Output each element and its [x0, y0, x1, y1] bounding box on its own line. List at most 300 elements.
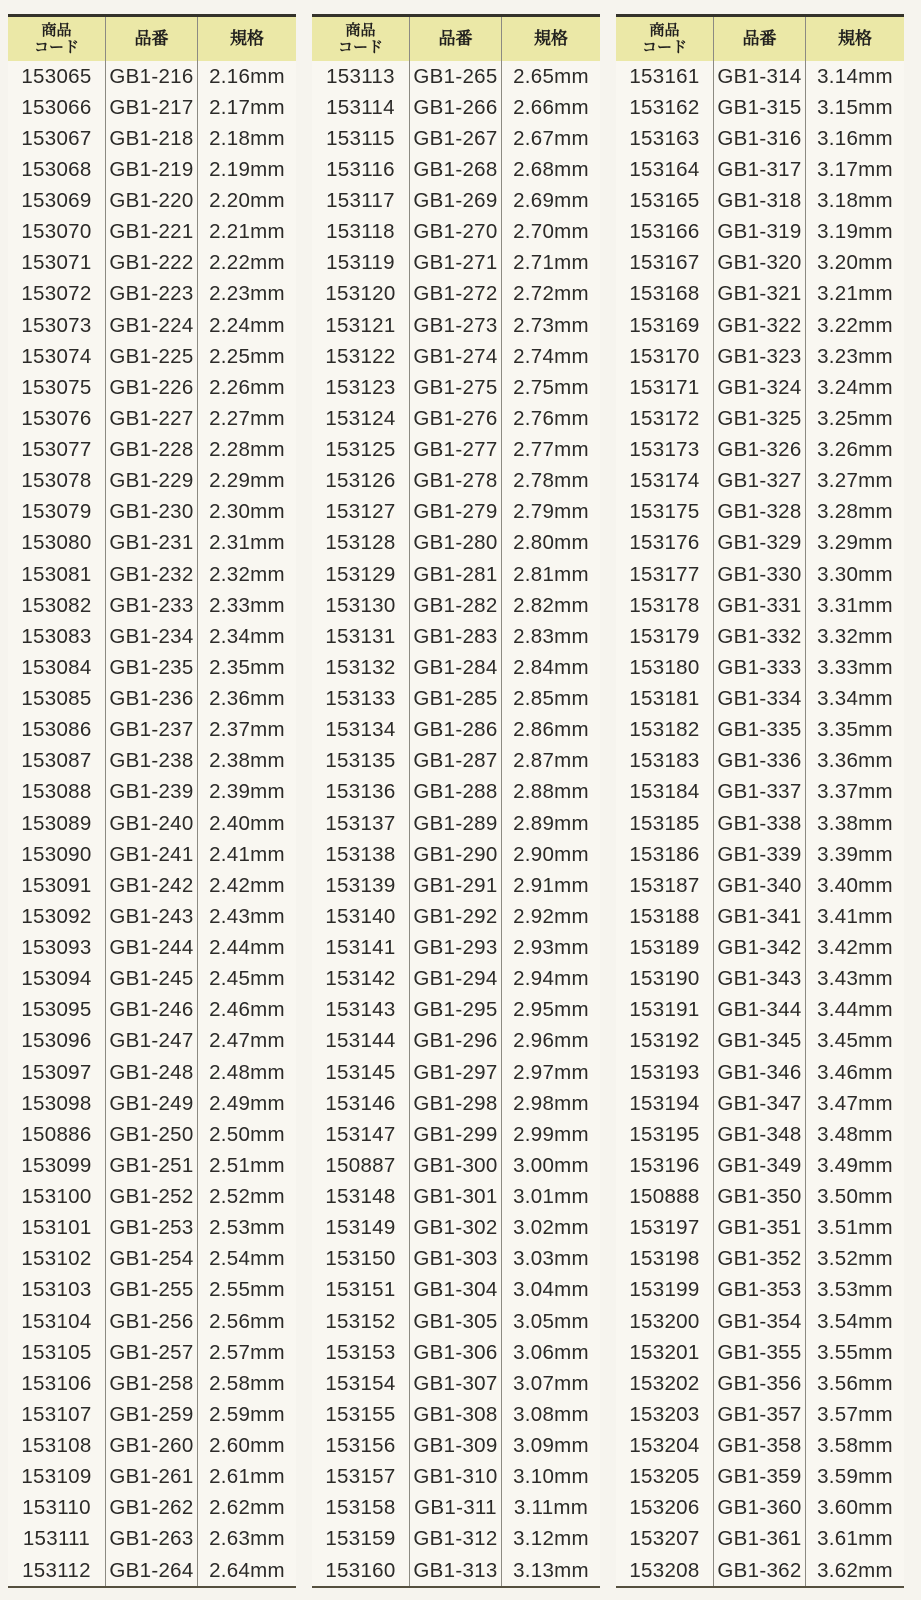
table-row — [312, 684, 600, 715]
part-number-cell: GB1-239 — [106, 777, 198, 808]
product-code-cell: 153180 — [616, 652, 714, 683]
part-number-cell: GB1-315 — [714, 92, 806, 123]
spec-cell: 2.92mm — [513, 904, 589, 928]
product-code-cell: 153075 — [8, 372, 106, 403]
product-code-cell: 153142 — [312, 964, 410, 995]
table-row — [8, 1399, 296, 1430]
part-number-cell: GB1-352 — [714, 1244, 806, 1275]
spec-cell: 2.77mm — [513, 438, 589, 462]
header-product-code-line2: コード — [641, 39, 687, 56]
table-row — [616, 403, 904, 434]
spec-cell: 2.27mm — [209, 406, 285, 430]
product-code-cell: 153120 — [312, 279, 410, 310]
table-row — [312, 1399, 600, 1430]
part-number-cell: GB1-297 — [410, 1057, 502, 1088]
table-row — [616, 839, 904, 870]
table-row — [616, 1399, 904, 1430]
product-code-cell: 153172 — [616, 403, 714, 434]
product-code-cell: 153197 — [616, 1213, 714, 1244]
part-number-cell: GB1-324 — [714, 372, 806, 403]
spec-cell: 2.95mm — [513, 998, 589, 1022]
spec-cell: 2.99mm — [513, 1122, 589, 1146]
table-row — [8, 186, 296, 217]
part-number-cell: GB1-309 — [410, 1431, 502, 1462]
spec-cell: 2.54mm — [209, 1247, 285, 1271]
product-code-cell: 153113 — [312, 61, 410, 92]
product-code-cell: 153179 — [616, 621, 714, 652]
table-row — [8, 1119, 296, 1150]
part-number-cell: GB1-246 — [106, 995, 198, 1026]
product-code-cell: 153144 — [312, 1026, 410, 1057]
spec-cell: 3.31mm — [817, 593, 893, 617]
product-code-cell: 153111 — [8, 1524, 106, 1555]
spec-cell: 2.62mm — [209, 1496, 285, 1520]
part-number-cell: GB1-312 — [410, 1524, 502, 1555]
product-code-cell: 153202 — [616, 1368, 714, 1399]
product-code-cell: 153184 — [616, 777, 714, 808]
table-row — [8, 870, 296, 901]
product-code-cell: 153182 — [616, 715, 714, 746]
product-code-cell: 153081 — [8, 559, 106, 590]
part-number-cell: GB1-320 — [714, 248, 806, 279]
part-number-cell: GB1-230 — [106, 497, 198, 528]
part-number-cell: GB1-285 — [410, 684, 502, 715]
part-number-cell: GB1-340 — [714, 870, 806, 901]
product-code-cell: 153083 — [8, 621, 106, 652]
part-number-cell: GB1-311 — [410, 1493, 502, 1524]
product-code-cell: 153171 — [616, 372, 714, 403]
spec-cell: 2.28mm — [209, 438, 285, 462]
spec-cell: 2.89mm — [513, 811, 589, 835]
product-code-cell: 153187 — [616, 870, 714, 901]
product-code-cell: 150887 — [312, 1150, 410, 1181]
part-number-cell: GB1-283 — [410, 621, 502, 652]
part-number-cell: GB1-263 — [106, 1524, 198, 1555]
spec-cell: 3.06mm — [513, 1340, 589, 1364]
part-number-cell: GB1-333 — [714, 652, 806, 683]
part-number-cell: GB1-349 — [714, 1150, 806, 1181]
product-code-cell: 153112 — [8, 1555, 106, 1586]
spec-cell: 2.76mm — [513, 406, 589, 430]
part-number-cell: GB1-325 — [714, 403, 806, 434]
part-number-cell: GB1-269 — [410, 186, 502, 217]
product-code-cell: 153207 — [616, 1524, 714, 1555]
spec-cell: 3.09mm — [513, 1434, 589, 1458]
part-number-cell: GB1-326 — [714, 435, 806, 466]
table-row — [616, 497, 904, 528]
part-number-cell: GB1-306 — [410, 1337, 502, 1368]
table-row — [312, 279, 600, 310]
spec-cell: 3.01mm — [513, 1185, 589, 1209]
part-number-cell: GB1-347 — [714, 1088, 806, 1119]
part-number-cell: GB1-346 — [714, 1057, 806, 1088]
product-code-cell: 153102 — [8, 1244, 106, 1275]
part-number-cell: GB1-268 — [410, 154, 502, 185]
table-row — [8, 1057, 296, 1088]
part-number-cell: GB1-265 — [410, 61, 502, 92]
product-code-cell: 153138 — [312, 839, 410, 870]
product-code-cell: 153089 — [8, 808, 106, 839]
table-row — [312, 870, 600, 901]
table-row — [8, 1306, 296, 1337]
part-number-cell: GB1-361 — [714, 1524, 806, 1555]
product-code-cell: 153166 — [616, 217, 714, 248]
spec-cell: 2.53mm — [209, 1216, 285, 1240]
table-row — [312, 808, 600, 839]
part-number-cell: GB1-304 — [410, 1275, 502, 1306]
header-product-code — [616, 17, 714, 61]
table-row — [312, 839, 600, 870]
part-number-cell: GB1-232 — [106, 559, 198, 590]
product-code-cell: 153104 — [8, 1306, 106, 1337]
product-code-cell: 153153 — [312, 1337, 410, 1368]
spec-cell: 3.02mm — [513, 1216, 589, 1240]
spec-cell: 2.31mm — [209, 531, 285, 555]
table-row — [8, 1026, 296, 1057]
table-row — [312, 310, 600, 341]
part-number-cell: GB1-298 — [410, 1088, 502, 1119]
product-code-cell: 153131 — [312, 621, 410, 652]
product-code-cell: 153071 — [8, 248, 106, 279]
table-row — [8, 839, 296, 870]
table-row — [312, 1026, 600, 1057]
spec-cell: 3.43mm — [817, 967, 893, 991]
product-code-cell: 153149 — [312, 1213, 410, 1244]
table-row — [8, 310, 296, 341]
spec-cell: 3.60mm — [817, 1496, 893, 1520]
part-number-cell: GB1-279 — [410, 497, 502, 528]
spec-cell: 2.88mm — [513, 780, 589, 804]
table-row — [8, 92, 296, 123]
product-code-cell: 153084 — [8, 652, 106, 683]
spec-cell: 3.48mm — [817, 1122, 893, 1146]
part-number-cell: GB1-307 — [410, 1368, 502, 1399]
part-number-cell: GB1-243 — [106, 901, 198, 932]
product-code-cell: 153103 — [8, 1275, 106, 1306]
table-row — [8, 1150, 296, 1181]
table-row — [312, 61, 600, 92]
product-code-cell: 153126 — [312, 466, 410, 497]
table-row — [616, 1213, 904, 1244]
spec-cell: 3.29mm — [817, 531, 893, 555]
spec-cell: 3.32mm — [817, 624, 893, 648]
table-row — [616, 1431, 904, 1462]
spec-cell: 2.23mm — [209, 282, 285, 306]
spec-cell: 3.03mm — [513, 1247, 589, 1271]
product-code-cell: 153072 — [8, 279, 106, 310]
spec-cell: 3.15mm — [817, 95, 893, 119]
spec-cell: 2.90mm — [513, 842, 589, 866]
spec-cell: 3.56mm — [817, 1371, 893, 1395]
part-number-cell: GB1-310 — [410, 1462, 502, 1493]
part-number-cell: GB1-322 — [714, 310, 806, 341]
table-row — [616, 435, 904, 466]
table-row — [616, 1119, 904, 1150]
spec-cell: 3.36mm — [817, 749, 893, 773]
part-number-cell: GB1-259 — [106, 1399, 198, 1430]
spec-cell: 3.38mm — [817, 811, 893, 835]
header-part-number: 品番 — [410, 17, 502, 61]
table-row — [8, 1555, 296, 1586]
spec-cell: 3.49mm — [817, 1153, 893, 1177]
product-code-cell: 153080 — [8, 528, 106, 559]
product-code-cell: 153095 — [8, 995, 106, 1026]
spec-cell: 2.59mm — [209, 1402, 285, 1426]
product-code-cell: 153117 — [312, 186, 410, 217]
spec-cell: 2.17mm — [209, 95, 285, 119]
part-number-cell: GB1-245 — [106, 964, 198, 995]
part-number-cell: GB1-360 — [714, 1493, 806, 1524]
spec-cell: 3.24mm — [817, 375, 893, 399]
table-row — [8, 1275, 296, 1306]
table-row — [312, 1150, 600, 1181]
table-row — [616, 217, 904, 248]
product-code-cell: 153094 — [8, 964, 106, 995]
product-code-cell: 153110 — [8, 1493, 106, 1524]
spec-cell: 3.47mm — [817, 1091, 893, 1115]
part-number-cell: GB1-286 — [410, 715, 502, 746]
table-row — [8, 933, 296, 964]
table-row — [8, 154, 296, 185]
product-code-cell: 153194 — [616, 1088, 714, 1119]
table-row — [616, 715, 904, 746]
part-number-cell: GB1-225 — [106, 341, 198, 372]
spec-cell: 3.54mm — [817, 1309, 893, 1333]
spec-cell: 2.83mm — [513, 624, 589, 648]
part-number-cell: GB1-350 — [714, 1182, 806, 1213]
spec-table-3 — [616, 14, 904, 1588]
spec-cell: 3.62mm — [817, 1558, 893, 1582]
table-row — [312, 1213, 600, 1244]
spec-cell: 2.33mm — [209, 593, 285, 617]
spec-cell: 3.45mm — [817, 1029, 893, 1053]
spec-cell: 3.21mm — [817, 282, 893, 306]
part-number-cell: GB1-321 — [714, 279, 806, 310]
table-row — [8, 497, 296, 528]
spec-cell: 2.73mm — [513, 313, 589, 337]
product-code-cell: 153143 — [312, 995, 410, 1026]
spec-cell: 2.66mm — [513, 95, 589, 119]
product-code-cell: 150888 — [616, 1182, 714, 1213]
spec-cell: 2.18mm — [209, 126, 285, 150]
part-number-cell: GB1-255 — [106, 1275, 198, 1306]
spec-cell: 3.58mm — [817, 1434, 893, 1458]
product-code-cell: 153070 — [8, 217, 106, 248]
table-row — [616, 123, 904, 154]
spec-cell: 3.27mm — [817, 469, 893, 493]
table-row — [312, 341, 600, 372]
header-spec: 規格 — [230, 29, 265, 48]
table-row — [312, 1462, 600, 1493]
product-code-cell: 153092 — [8, 901, 106, 932]
part-number-cell: GB1-357 — [714, 1399, 806, 1430]
part-number-cell: GB1-338 — [714, 808, 806, 839]
part-number-cell: GB1-327 — [714, 466, 806, 497]
part-number-cell: GB1-272 — [410, 279, 502, 310]
part-number-cell: GB1-226 — [106, 372, 198, 403]
table-row — [8, 590, 296, 621]
part-number-cell: GB1-267 — [410, 123, 502, 154]
part-number-cell: GB1-218 — [106, 123, 198, 154]
part-number-cell: GB1-221 — [106, 217, 198, 248]
product-code-cell: 153203 — [616, 1399, 714, 1430]
part-number-cell: GB1-251 — [106, 1150, 198, 1181]
part-number-cell: GB1-241 — [106, 839, 198, 870]
part-number-cell: GB1-308 — [410, 1399, 502, 1430]
spec-cell: 3.51mm — [817, 1216, 893, 1240]
product-code-cell: 153114 — [312, 92, 410, 123]
table-header — [616, 17, 904, 61]
table-row — [312, 1244, 600, 1275]
header-product-code-line2: コード — [337, 39, 383, 56]
product-code-cell: 153159 — [312, 1524, 410, 1555]
spec-cell: 2.65mm — [513, 64, 589, 88]
table-row — [616, 1057, 904, 1088]
product-code-cell: 153128 — [312, 528, 410, 559]
spec-cell: 3.04mm — [513, 1278, 589, 1302]
spec-cell: 2.34mm — [209, 624, 285, 648]
spec-cell: 2.36mm — [209, 687, 285, 711]
table-row — [312, 497, 600, 528]
part-number-cell: GB1-238 — [106, 746, 198, 777]
part-number-cell: GB1-288 — [410, 777, 502, 808]
part-number-cell: GB1-358 — [714, 1431, 806, 1462]
spec-cell: 2.86mm — [513, 718, 589, 742]
part-number-cell: GB1-359 — [714, 1462, 806, 1493]
product-code-cell: 153195 — [616, 1119, 714, 1150]
table-row — [8, 341, 296, 372]
table-row — [312, 1493, 600, 1524]
part-number-cell: GB1-300 — [410, 1150, 502, 1181]
table-row — [616, 186, 904, 217]
table-row — [312, 1088, 600, 1119]
part-number-cell: GB1-258 — [106, 1368, 198, 1399]
spec-cell: 2.64mm — [209, 1558, 285, 1582]
table-row — [312, 1337, 600, 1368]
product-code-cell: 153093 — [8, 933, 106, 964]
spec-cell: 3.18mm — [817, 189, 893, 213]
product-code-cell: 153066 — [8, 92, 106, 123]
product-code-cell: 153082 — [8, 590, 106, 621]
table-row — [312, 1524, 600, 1555]
table-row — [616, 901, 904, 932]
spec-cell: 2.78mm — [513, 469, 589, 493]
spec-cell: 3.39mm — [817, 842, 893, 866]
spec-cell: 2.50mm — [209, 1122, 285, 1146]
spec-cell: 2.91mm — [513, 873, 589, 897]
table-row — [616, 1524, 904, 1555]
spec-cell: 2.44mm — [209, 936, 285, 960]
product-code-cell: 153067 — [8, 123, 106, 154]
product-code-cell: 153174 — [616, 466, 714, 497]
table-row — [616, 1555, 904, 1586]
product-code-cell: 153188 — [616, 901, 714, 932]
table-row — [312, 528, 600, 559]
product-code-cell: 153074 — [8, 341, 106, 372]
part-number-cell: GB1-305 — [410, 1306, 502, 1337]
table-row — [312, 995, 600, 1026]
product-code-cell: 153088 — [8, 777, 106, 808]
table-row — [616, 1182, 904, 1213]
table-header — [8, 17, 296, 61]
spec-cell: 3.57mm — [817, 1402, 893, 1426]
product-code-cell: 153137 — [312, 808, 410, 839]
product-code-cell: 153136 — [312, 777, 410, 808]
spec-cell: 2.24mm — [209, 313, 285, 337]
table-row — [312, 777, 600, 808]
part-number-cell: GB1-222 — [106, 248, 198, 279]
part-number-cell: GB1-220 — [106, 186, 198, 217]
part-number-cell: GB1-236 — [106, 684, 198, 715]
spec-cell: 2.35mm — [209, 655, 285, 679]
spec-cell: 2.47mm — [209, 1029, 285, 1053]
product-code-cell: 153078 — [8, 466, 106, 497]
table-row — [312, 403, 600, 434]
table-row — [616, 310, 904, 341]
table-row — [616, 1088, 904, 1119]
spec-cell: 2.71mm — [513, 251, 589, 275]
product-code-cell: 153156 — [312, 1431, 410, 1462]
header-product-code-line2: コード — [33, 39, 79, 56]
spec-cell: 3.44mm — [817, 998, 893, 1022]
product-code-cell: 153165 — [616, 186, 714, 217]
part-number-cell: GB1-242 — [106, 870, 198, 901]
spec-cell: 2.72mm — [513, 282, 589, 306]
spec-cell: 2.22mm — [209, 251, 285, 275]
header-product-code — [312, 17, 410, 61]
spec-cell: 3.16mm — [817, 126, 893, 150]
part-number-cell: GB1-253 — [106, 1213, 198, 1244]
product-code-cell: 153096 — [8, 1026, 106, 1057]
table-row — [312, 186, 600, 217]
table-row — [8, 684, 296, 715]
product-code-cell: 153162 — [616, 92, 714, 123]
part-number-cell: GB1-332 — [714, 621, 806, 652]
table-body — [8, 61, 296, 1586]
part-number-cell: GB1-289 — [410, 808, 502, 839]
product-code-cell: 153105 — [8, 1337, 106, 1368]
spec-cell: 3.59mm — [817, 1465, 893, 1489]
product-code-cell: 153087 — [8, 746, 106, 777]
table-row — [8, 466, 296, 497]
part-number-cell: GB1-227 — [106, 403, 198, 434]
part-number-cell: GB1-295 — [410, 995, 502, 1026]
spec-cell: 2.48mm — [209, 1060, 285, 1084]
table-row — [8, 61, 296, 92]
product-code-cell: 153129 — [312, 559, 410, 590]
spec-cell: 3.30mm — [817, 562, 893, 586]
part-number-cell: GB1-280 — [410, 528, 502, 559]
spec-cell: 2.79mm — [513, 500, 589, 524]
spec-cell: 2.40mm — [209, 811, 285, 835]
product-code-cell: 153085 — [8, 684, 106, 715]
product-code-cell: 153191 — [616, 995, 714, 1026]
table-body — [312, 61, 600, 1586]
table-row — [312, 621, 600, 652]
spec-cell: 3.11mm — [513, 1496, 589, 1520]
part-number-cell: GB1-323 — [714, 341, 806, 372]
part-number-cell: GB1-233 — [106, 590, 198, 621]
product-code-cell: 153077 — [8, 435, 106, 466]
product-code-cell: 153164 — [616, 154, 714, 185]
part-number-cell: GB1-234 — [106, 621, 198, 652]
product-code-cell: 153163 — [616, 123, 714, 154]
table-row — [8, 964, 296, 995]
part-number-cell: GB1-256 — [106, 1306, 198, 1337]
product-code-cell: 153196 — [616, 1150, 714, 1181]
part-number-cell: GB1-331 — [714, 590, 806, 621]
table-row — [8, 995, 296, 1026]
